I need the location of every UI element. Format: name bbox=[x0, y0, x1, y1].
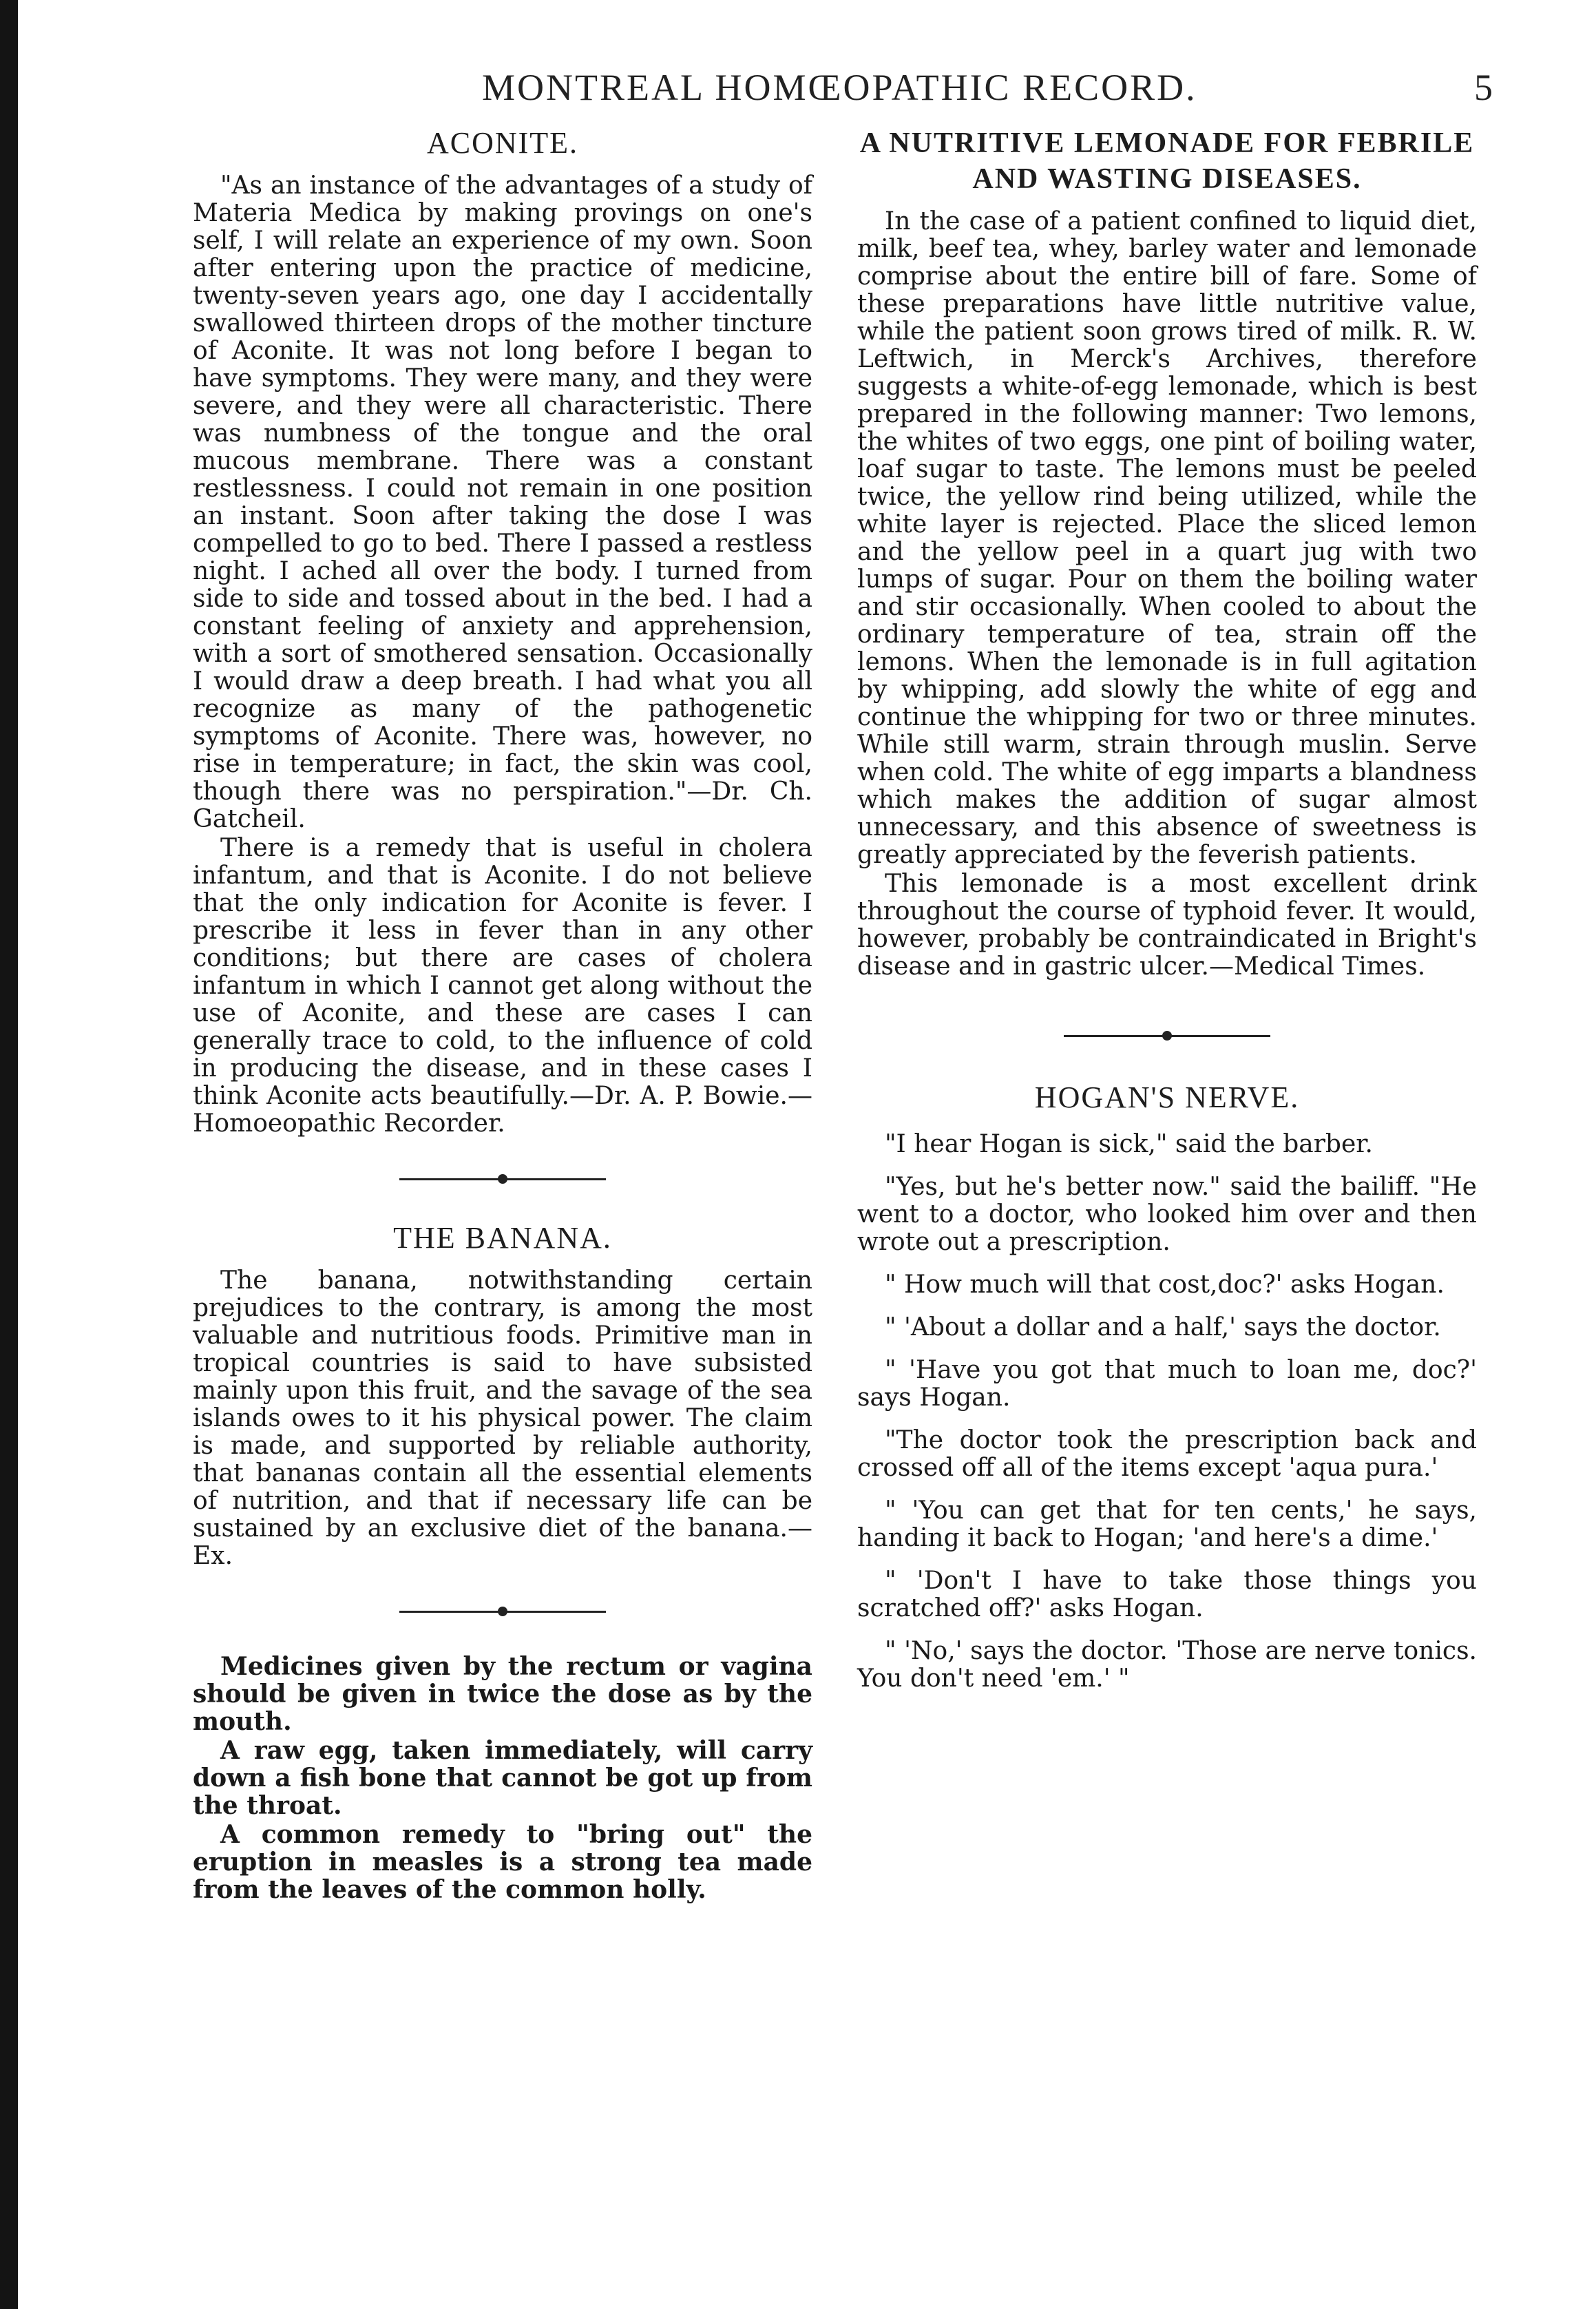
article-paragraph: "As an instance of the advantages of a study of Materia Medica by making provings on one's self, I will relate an experience of my own. Soon after entering upon the practice of medicine, twenty-seven years ago, one day I accidentally swallowed thirteen drops of the mother tincture of Aconite. It was not long before I began to have symptoms. They were many, and they were severe, and they were all characteristic. There was numbness of the tongue and the oral mucous membrane. There was a constant restlessness. I could not remain in one position an instant. Soon after taking the dose I was compelled to go to bed. There I passed a restless night. I ached all over the body. I turned from side to side and tossed about in the bed. I had a constant feeling of anxiety and apprehension, with a sort of smothered sensation. Occasionally I would draw a deep breath. I had what you all recognize as many of the pathogenetic symptoms of Aconite. There was, however, no rise in temperature; in fact, the skin was cool, though there was no perspiration."—Dr. Ch. Gatcheil. bbox=[193, 171, 812, 833]
section-divider bbox=[399, 1598, 606, 1625]
dialogue-paragraph: " 'Have you got that much to loan me, doc?' says Hogan. bbox=[857, 1356, 1477, 1412]
section-divider bbox=[1064, 1022, 1270, 1049]
left-column bbox=[193, 125, 812, 1903]
dialogue-paragraph: " 'Don't I have to take those things you scratched off?' asks Hogan. bbox=[857, 1567, 1477, 1622]
article-notes bbox=[193, 1653, 812, 1903]
article-paragraph: There is a remedy that is useful in cholera infantum, and that is Aconite. I do not believe that the only indication for Aconite is fever. I prescribe it less in fever than in any other conditions; but there are cases of cholera infantum in which I cannot get along without the use of Aconite, and these are cases I can generally trace to cold, to the influence of cold in producing the disease, and in these cases I think Aconite acts beautifully.—Dr. A. P. Bowie.—Homoeopathic Recorder. bbox=[193, 834, 812, 1138]
section-divider bbox=[399, 1165, 606, 1193]
divider-dot bbox=[1162, 1031, 1172, 1041]
dialogue-paragraph: "Yes, but he's better now." said the bailiff. "He went to a doctor, who looked him over and then wrote out a prescription. bbox=[857, 1173, 1477, 1256]
article-hogan bbox=[857, 1080, 1477, 1693]
article-title: A NUTRITIVE LEMONADE FOR FEBRILE AND WASTING DISEASES. bbox=[859, 127, 1475, 195]
dialogue-paragraph: " 'You can get that for ten cents,' he says, handing it back to Hogan; 'and here's a dime.' bbox=[857, 1496, 1477, 1552]
article-banana bbox=[193, 1220, 812, 1570]
article-title: ACONITE. bbox=[426, 126, 579, 160]
article-lemonade bbox=[857, 125, 1477, 981]
dialogue-paragraph: "I hear Hogan is sick," said the barber. bbox=[885, 1130, 1373, 1158]
dialogue-paragraph: " 'About a dollar and a half,' says the doctor. bbox=[885, 1313, 1441, 1341]
dialogue-paragraph: "The doctor took the prescription back and crossed off all of the items except 'aqua pura.' bbox=[857, 1426, 1477, 1482]
article-title: THE BANANA. bbox=[393, 1221, 612, 1255]
note-paragraph: A raw egg, taken immediately, will carry down a fish bone that cannot be got up from the throat. bbox=[193, 1736, 812, 1820]
article-title: HOGAN'S NERVE. bbox=[1034, 1080, 1300, 1114]
scan-edge-shadow bbox=[0, 0, 18, 2309]
dialogue-paragraph: " 'No,' says the doctor. 'Those are nerve tonics. You don't need 'em.' " bbox=[857, 1637, 1477, 1693]
divider-dot bbox=[498, 1174, 507, 1184]
dialogue-paragraph: " How much will that cost,doc?' asks Hogan. bbox=[885, 1271, 1445, 1299]
note-paragraph: Medicines given by the rectum or vagina should be given in twice the dose as by the mouth. bbox=[193, 1652, 812, 1736]
article-paragraph: This lemonade is a most excellent drink throughout the course of typhoid fever. It would, however, probably be contraindicated in Bright's disease and in gastric ulcer.—Medical Times. bbox=[857, 870, 1477, 981]
right-column bbox=[857, 125, 1477, 1693]
note-paragraph: A common remedy to "bring out" the eruption in measles is a strong tea made from the leaves of the common holly. bbox=[193, 1820, 812, 1904]
article-aconite bbox=[193, 125, 812, 1138]
article-paragraph: In the case of a patient confined to liquid diet, milk, beef tea, whey, barley water and lemonade comprise about the entire bill of fare. Some of these preparations have little nutritive value, while the patient soon grows tired of milk. R. W. Leftwich, in Merck's Archives, therefore suggests a white-of-egg lemonade, which is best prepared in the following manner: Two lemons, the whites of two eggs, one pint of boiling water, loaf sugar to taste. The lemons must be peeled twice, the yellow rind being utilized, while the white layer is rejected. Place the sliced lemon and the yellow peel in a quart jug with two lumps of sugar. Pour on them the boiling water and stir occasionally. When cooled to about the ordinary temperature of tea, strain off the lemons. When the lemonade is in full agitation by whipping, add slowly the white of egg and continue the whipping for two or three minutes. While still warm, strain through muslin. Serve when cold. The white of egg imparts a blandness which makes the addition of sugar almost unnecessary, and this absence of sweetness is greatly appreciated by the feverish patients. bbox=[857, 207, 1477, 869]
page-number: 5 bbox=[1474, 67, 1493, 108]
divider-dot bbox=[498, 1607, 507, 1616]
article-paragraph: The banana, notwithstanding certain prejudices to the contrary, is among the most valuable and nutritious foods. Primitive man in tropical countries is said to have subsisted mainly upon this fruit, and the savage of the sea islands owes to it his physical power. The claim is made, and supported by reliable authority, that bananas contain all the essential elements of nutrition, and that if necessary life can be sustained by an exclusive diet of the banana.—Ex. bbox=[193, 1266, 812, 1570]
running-title: MONTREAL HOMŒOPATHIC RECORD. bbox=[482, 67, 1197, 108]
